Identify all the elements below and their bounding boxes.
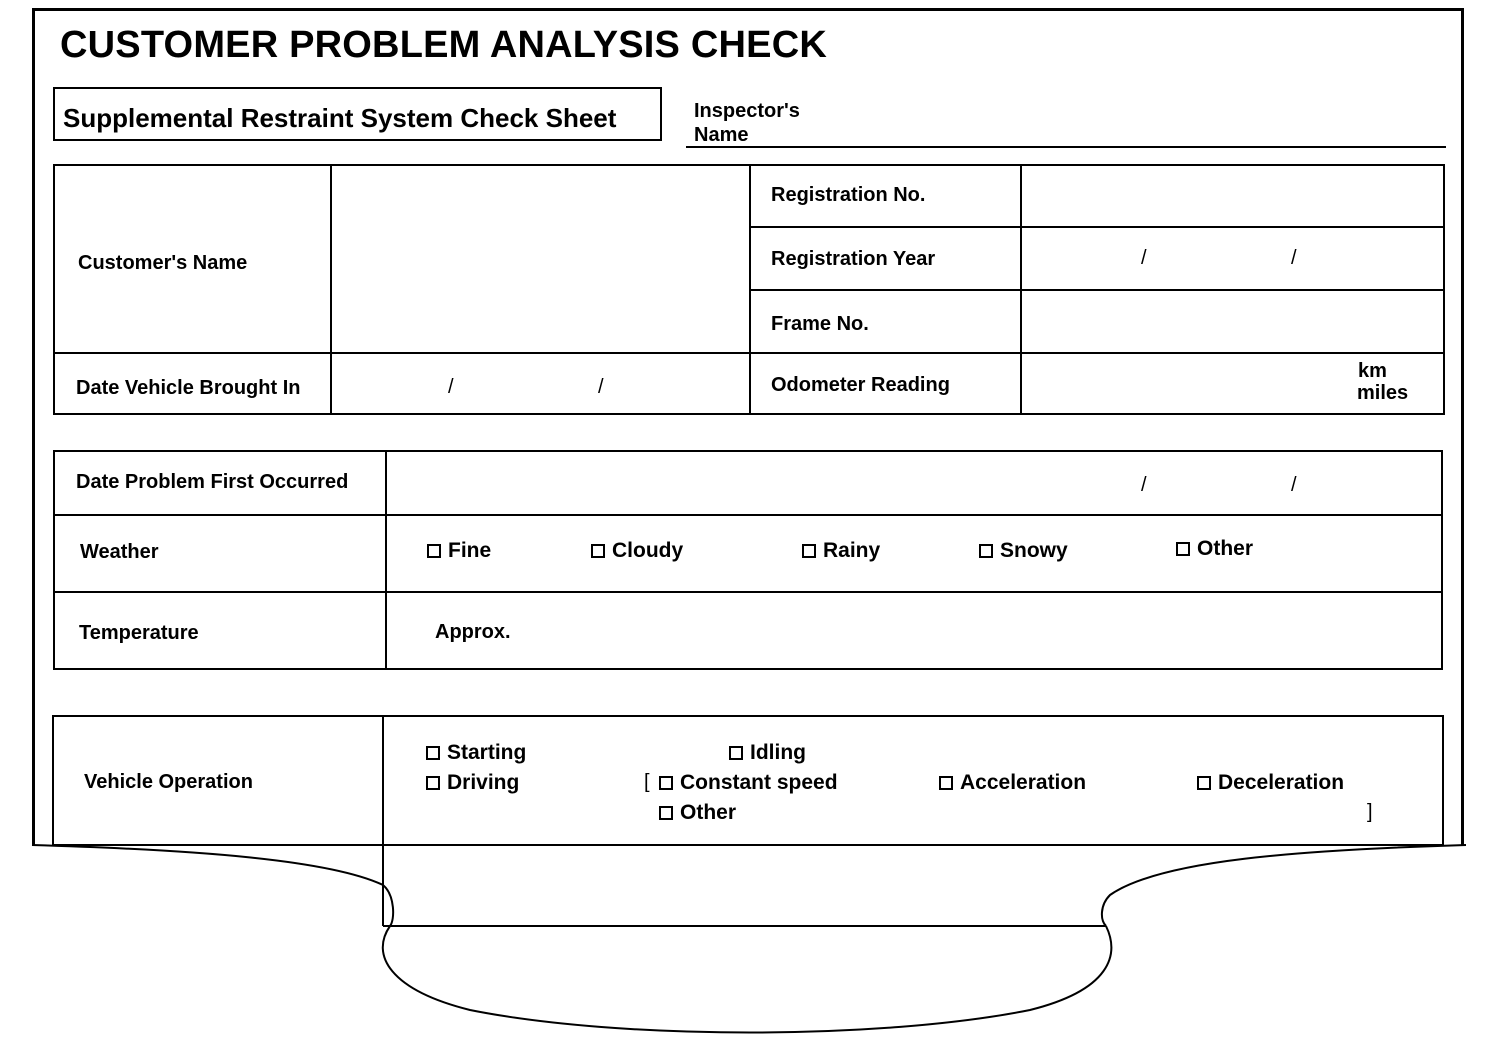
weather-option-rainy[interactable]: Rainy <box>802 539 880 563</box>
weather-option-cloudy[interactable]: Cloudy <box>591 539 683 563</box>
date-separator: / <box>1291 474 1297 496</box>
date-first-occurred-label: Date Problem First Occurred <box>76 471 349 493</box>
close-bracket: ] <box>1367 801 1373 823</box>
unit-miles: miles <box>1357 382 1409 404</box>
customer-name-label: Customer's Name <box>78 252 248 274</box>
operation-option-acceleration[interactable]: Acceleration <box>939 771 1086 795</box>
date-separator: / <box>1291 247 1297 269</box>
page-title: CUSTOMER PROBLEM ANALYSIS CHECK <box>60 24 827 66</box>
approx-label: Approx. <box>435 621 511 643</box>
registration-year-label: Registration Year <box>771 248 936 270</box>
inspector-label-line2: Name <box>694 124 749 146</box>
temperature-label: Temperature <box>79 622 199 644</box>
weather-option-fine[interactable]: Fine <box>427 539 491 563</box>
date-separator: / <box>448 376 454 398</box>
torn-edge-left <box>32 845 393 926</box>
weather-option-snowy[interactable]: Snowy <box>979 539 1068 563</box>
vehicle-operation-label: Vehicle Operation <box>84 771 253 793</box>
date-separator: / <box>1141 474 1147 496</box>
odometer-label: Odometer Reading <box>771 374 950 396</box>
weather-option-other[interactable]: Other <box>1176 537 1253 561</box>
operation-option-constant-speed[interactable]: Constant speed <box>659 771 838 795</box>
inspector-label-line1: Inspector's <box>694 100 800 122</box>
unit-km: km <box>1358 360 1387 382</box>
operation-option-deceleration[interactable]: Deceleration <box>1197 771 1344 795</box>
torn-edge-right <box>1102 845 1466 926</box>
operation-option-idling[interactable]: Idling <box>729 741 806 765</box>
operation-option-driving[interactable]: Driving <box>426 771 519 795</box>
subtitle: Supplemental Restraint System Check Sheet <box>63 103 617 133</box>
torn-edge-bottom <box>383 926 1112 1033</box>
operation-option-starting[interactable]: Starting <box>426 741 526 765</box>
date-brought-in-label: Date Vehicle Brought In <box>76 377 301 399</box>
open-bracket: [ <box>644 771 650 793</box>
weather-label: Weather <box>80 541 159 563</box>
registration-no-label: Registration No. <box>771 184 926 206</box>
operation-option-other[interactable]: Other <box>659 801 736 825</box>
date-separator: / <box>1141 247 1147 269</box>
frame-no-label: Frame No. <box>771 313 869 335</box>
date-separator: / <box>598 376 604 398</box>
